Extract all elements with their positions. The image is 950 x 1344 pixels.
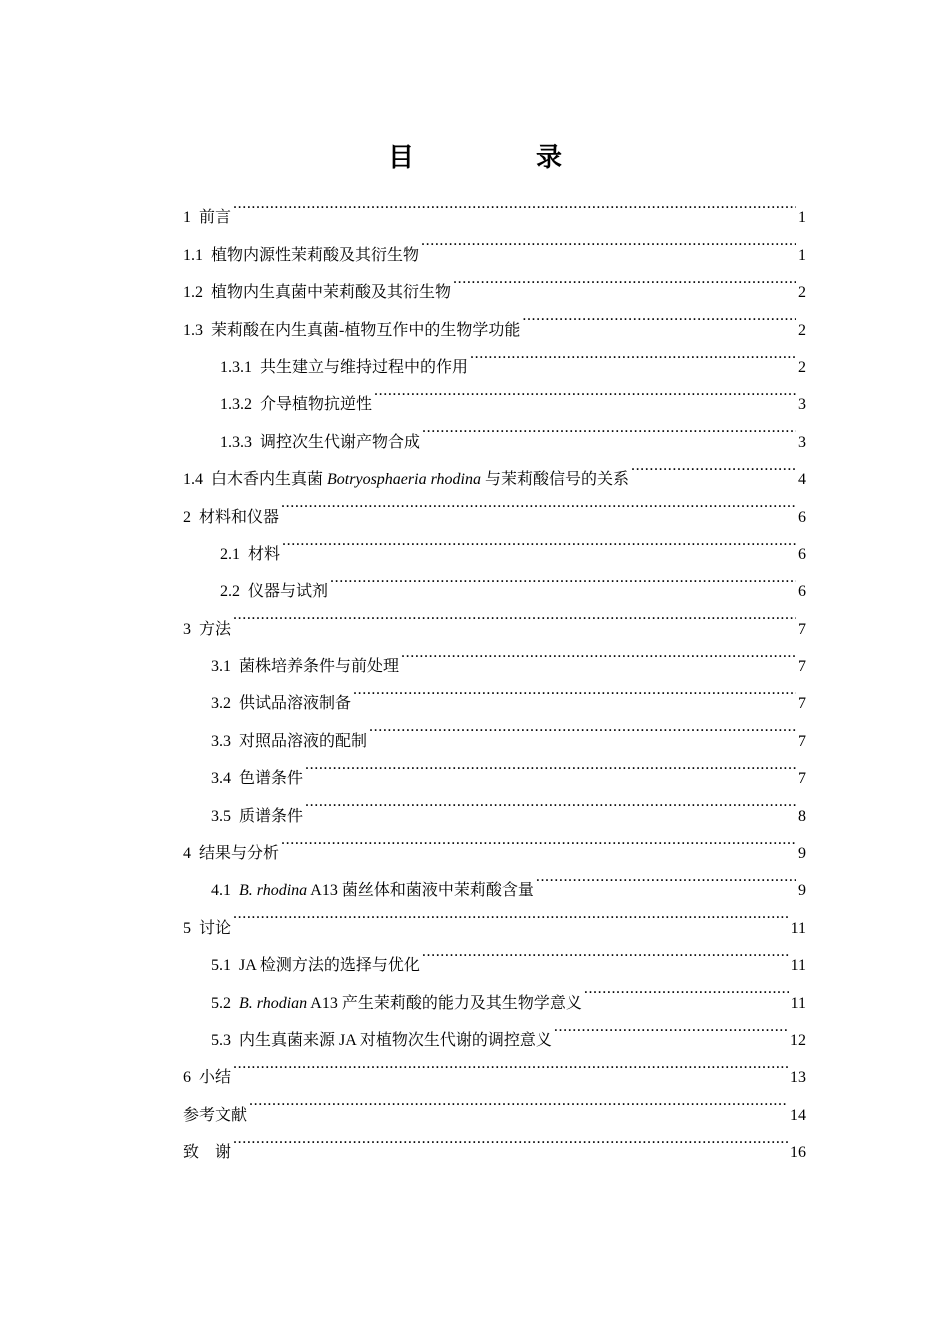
toc-entry-title: 茉莉酸在内生真菌-植物互作中的生物学功能 — [211, 321, 521, 339]
toc-entry-title: 仪器与试剂 — [248, 583, 329, 601]
toc-page-number: 11 — [790, 994, 806, 1012]
toc-page-number: 16 — [790, 1144, 806, 1162]
toc-entry-number: 1.3 — [183, 321, 203, 339]
toc-entry-title — [239, 985, 582, 1022]
toc-entry[interactable] — [183, 596, 806, 638]
toc-entry-title-suffix: A13 产生茉莉酸的能力及其生物学意义 — [307, 994, 582, 1012]
toc-entry-title: 材料和仪器 — [199, 508, 280, 526]
toc-entry-title: 方法 — [199, 620, 232, 638]
toc-dot-leader — [554, 1008, 788, 1045]
toc-dot-leader — [522, 297, 796, 334]
toc-dot-leader — [281, 484, 796, 521]
toc-entry-title: 结果与分析 — [199, 845, 280, 863]
toc-entry-number: 2.1 — [220, 545, 240, 563]
toc-entry-title: 菌株培养条件与前处理 — [239, 658, 400, 676]
toc-entry-number: 3.4 — [211, 770, 231, 788]
toc-dot-leader — [453, 260, 796, 297]
toc-entry-title: 植物内源性茉莉酸及其衍生物 — [211, 246, 420, 264]
toc-dot-leader — [233, 1120, 788, 1157]
toc-entry-title: 参考文献 — [183, 1106, 248, 1124]
toc-entry[interactable] — [183, 222, 806, 264]
toc-page-number: 6 — [798, 508, 806, 526]
toc-entry-title: 讨论 — [199, 919, 232, 937]
toc-entry-number: 3.1 — [211, 658, 231, 676]
toc-dot-leader — [470, 335, 796, 372]
toc-entry-number: 1.3.3 — [220, 433, 252, 451]
toc-entry-number: 5 — [183, 919, 191, 937]
toc-page-number: 2 — [798, 321, 806, 339]
toc-page-number: 3 — [798, 433, 806, 451]
toc-dot-leader — [282, 522, 796, 559]
toc-page-number: 11 — [790, 919, 806, 937]
toc-dot-leader — [249, 1082, 788, 1119]
toc-entry-number: 6 — [183, 1069, 191, 1087]
toc-entry-number: 1.3.1 — [220, 358, 252, 376]
toc-entry-title-italic: B. rhodina — [239, 882, 308, 900]
toc-entry-title: JA 检测方法的选择与优化 — [239, 957, 420, 975]
toc-page-number: 7 — [798, 620, 806, 638]
toc-dot-leader — [421, 222, 796, 259]
toc-entry-title: 供试品溶液制备 — [239, 695, 352, 713]
toc-entry[interactable] — [183, 1082, 806, 1124]
toc-entry-title: 共生建立与维持过程中的作用 — [260, 358, 469, 376]
toc-dot-leader — [233, 596, 796, 633]
toc-entry[interactable] — [183, 1045, 806, 1087]
toc-page-number: 2 — [798, 358, 806, 376]
toc-dot-leader — [422, 409, 796, 446]
toc-entry-title: 调控次生代谢产物合成 — [260, 433, 421, 451]
toc-page-number: 9 — [798, 882, 806, 900]
toc-page-number: 3 — [798, 396, 806, 414]
toc-entry-number: 5.1 — [211, 957, 231, 975]
toc-entry-title: 介导植物抗逆性 — [260, 396, 373, 414]
toc-entry-title: 内生真菌来源 JA 对植物次生代谢的调控意义 — [239, 1031, 552, 1049]
toc-entry[interactable] — [183, 634, 806, 676]
toc-page-number: 14 — [790, 1106, 806, 1124]
toc-entry-title: 前言 — [199, 209, 232, 227]
toc-dot-leader — [369, 708, 796, 745]
toc-dot-leader — [584, 970, 789, 1007]
toc-entry-number: 1.2 — [183, 284, 203, 302]
toc-entry[interactable] — [183, 933, 806, 975]
page-title: 目 录 — [387, 143, 610, 173]
toc-entry-number: 1.3.2 — [220, 396, 252, 414]
toc-entry-title: 质谱条件 — [239, 807, 304, 825]
toc-entry-title-suffix: 与茉莉酸信号的关系 — [480, 471, 629, 489]
toc-entry-number: 3 — [183, 620, 191, 638]
toc-entry-title: 色谱条件 — [239, 770, 304, 788]
toc-entry[interactable] — [183, 895, 806, 937]
toc-entry-number: 5.2 — [211, 994, 231, 1012]
toc-entry-title: 对照品溶液的配制 — [239, 732, 368, 750]
toc-page-number: 13 — [790, 1069, 806, 1087]
toc-entry[interactable] — [183, 185, 806, 227]
toc-page-number: 9 — [798, 845, 806, 863]
toc-entry-title: 植物内生真菌中茉莉酸及其衍生物 — [211, 284, 452, 302]
toc-entry-number: 3.2 — [211, 695, 231, 713]
toc-page-number: 6 — [798, 545, 806, 563]
toc-page-number: 12 — [790, 1031, 806, 1049]
toc-page-number: 1 — [798, 246, 806, 264]
toc-entry-title: 材料 — [248, 545, 281, 563]
toc-dot-leader — [305, 783, 796, 820]
toc-dot-leader — [374, 372, 796, 409]
toc-entry-title-italic: B. rhodian — [239, 994, 308, 1012]
toc-entry-number: 1.4 — [183, 471, 203, 489]
toc-dot-leader — [233, 1045, 788, 1082]
toc-entry-number: 2 — [183, 508, 191, 526]
toc-page-number: 4 — [798, 471, 806, 489]
toc-entry-title-suffix: A13 菌丝体和菌液中茉莉酸含量 — [307, 882, 534, 900]
toc-dot-leader — [401, 634, 796, 671]
toc-entry-title-prefix: 白木香内生真菌 — [211, 471, 328, 489]
toc-page-number: 7 — [798, 770, 806, 788]
toc-page-number: 6 — [798, 583, 806, 601]
toc-dot-leader — [631, 447, 796, 484]
toc-page-number: 1 — [798, 209, 806, 227]
toc-entry-title: 小结 — [199, 1069, 232, 1087]
toc-dot-leader — [305, 746, 796, 783]
toc-dot-leader — [536, 858, 796, 895]
toc-entry-number: 2.2 — [220, 583, 240, 601]
toc-dot-leader — [330, 559, 796, 596]
table-of-contents — [183, 185, 806, 1162]
toc-entry-number: 1.1 — [183, 246, 203, 264]
toc-entry-title: 致 谢 — [183, 1144, 232, 1162]
toc-entry-number: 3.3 — [211, 732, 231, 750]
toc-dot-leader — [233, 895, 789, 932]
toc-dot-leader — [353, 671, 796, 708]
toc-page-number: 8 — [798, 807, 806, 825]
toc-entry-number: 4 — [183, 845, 191, 863]
toc-entry-title-italic: Botryosphaeria rhodina — [327, 471, 481, 489]
toc-dot-leader — [233, 185, 796, 222]
toc-page-number: 7 — [798, 732, 806, 750]
toc-page-number: 7 — [798, 695, 806, 713]
toc-dot-leader — [422, 933, 789, 970]
toc-page-number: 7 — [798, 658, 806, 676]
toc-page-number: 11 — [790, 957, 806, 975]
toc-page-number: 2 — [798, 284, 806, 302]
toc-entry-number: 3.5 — [211, 807, 231, 825]
toc-entry-number: 4.1 — [211, 882, 231, 900]
toc-entry-number: 1 — [183, 209, 191, 227]
toc-entry[interactable] — [183, 1120, 806, 1162]
toc-dot-leader — [281, 821, 796, 858]
toc-entry-number: 5.3 — [211, 1031, 231, 1049]
